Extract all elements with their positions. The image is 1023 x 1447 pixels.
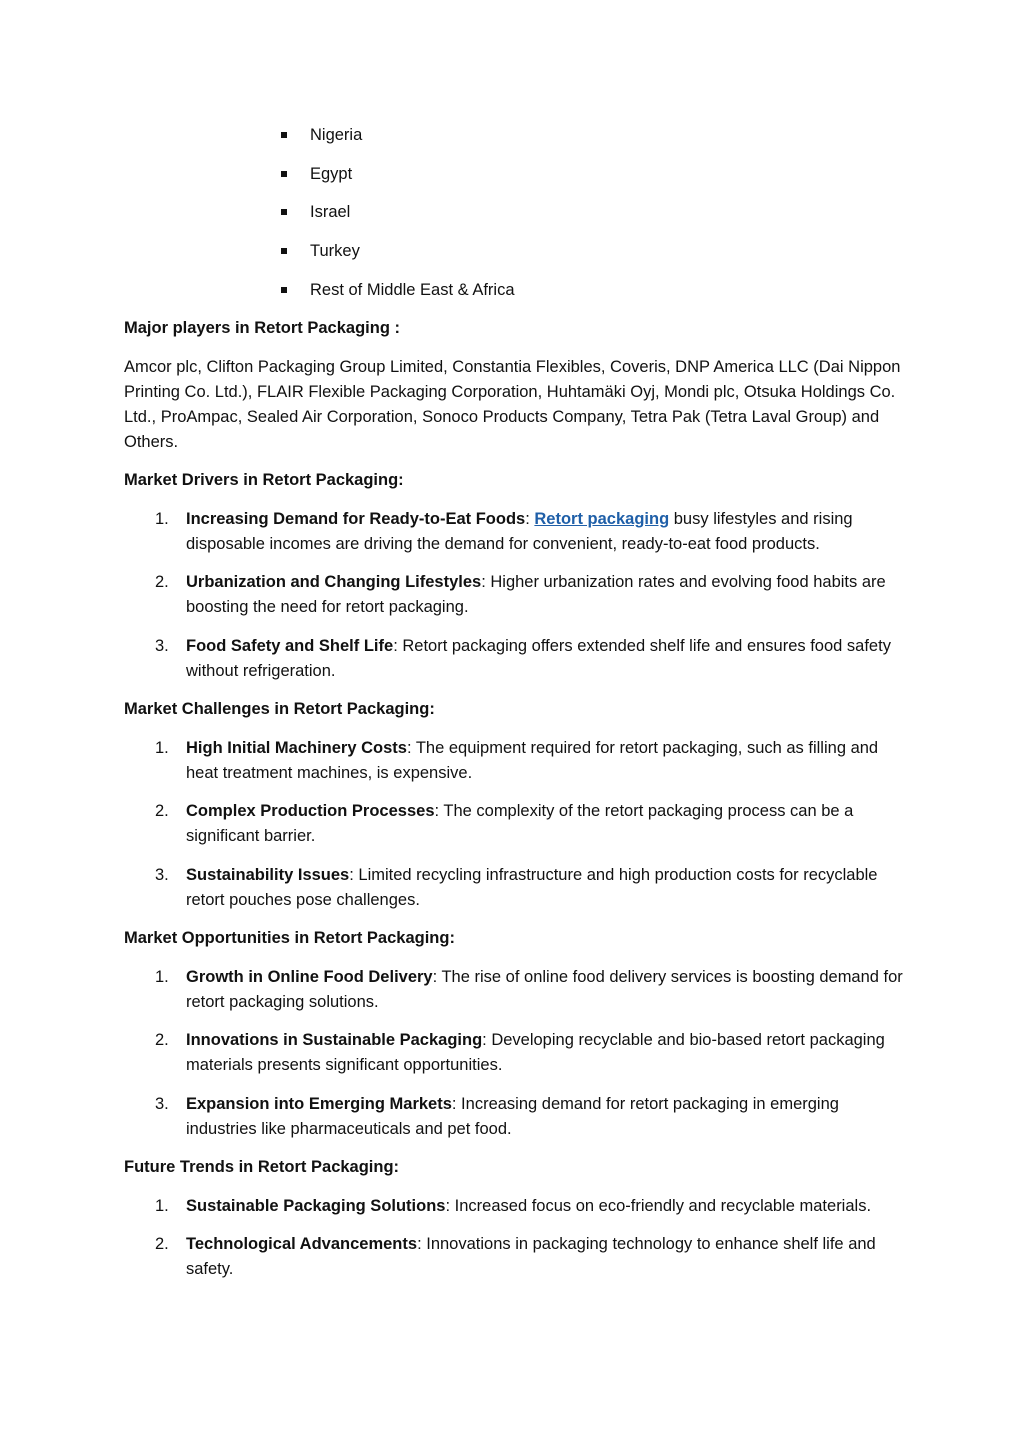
retort-packaging-link[interactable]: Retort packaging <box>534 509 670 528</box>
square-bullet-icon <box>281 248 287 254</box>
major-players-heading: Major players in Retort Packaging : <box>124 319 400 338</box>
item-number: 2. <box>155 1031 169 1050</box>
square-bullet-icon <box>281 209 287 215</box>
drivers-heading: Market Drivers in Retort Packaging: <box>124 471 404 490</box>
list-item <box>280 239 904 264</box>
item-term: Expansion into Emerging Markets <box>186 1094 452 1113</box>
list-item <box>124 1092 904 1142</box>
item-term: Increasing Demand for Ready-to-Eat Foods <box>186 509 526 528</box>
item-separator: : <box>525 509 535 528</box>
item-number: 1. <box>155 1196 169 1215</box>
item-number: 3. <box>155 1094 169 1113</box>
list-item <box>124 1194 904 1219</box>
list-item <box>280 200 904 225</box>
item-description: : Increasing demand for retort packaging in emerging industries like pharmaceuticals and pet food. <box>186 1094 839 1138</box>
item-term: Food Safety and Shelf Life <box>186 636 394 655</box>
item-description: : Limited recycling infrastructure and high production costs for recyclable retort pouches pose challenges. <box>186 865 878 909</box>
item-description: : The complexity of the retort packaging process can be a significant barrier. <box>186 802 854 846</box>
list-item <box>124 507 904 557</box>
item-description: : Retort packaging offers extended shelf life and ensures food safety without refrigeration. <box>186 636 891 680</box>
item-number: 2. <box>155 1235 169 1254</box>
list-item <box>124 965 904 1015</box>
item-description: : The rise of online food delivery services is boosting demand for retort packaging solutions. <box>186 967 903 1011</box>
item-description: : Innovations in packaging technology to enhance shelf life and safety. <box>186 1235 876 1279</box>
item-term: Complex Production Processes <box>186 802 435 821</box>
country-name: Israel <box>310 203 351 222</box>
item-number: 3. <box>155 865 169 884</box>
country-name: Rest of Middle East & Africa <box>310 280 515 299</box>
item-term: High Initial Machinery Costs <box>186 738 407 757</box>
opportunities-heading: Market Opportunities in Retort Packaging: <box>124 929 455 948</box>
item-term: Sustainability Issues <box>186 865 350 884</box>
square-bullet-icon <box>281 171 287 177</box>
item-term: Sustainable Packaging Solutions <box>186 1196 446 1215</box>
list-item <box>124 1232 904 1282</box>
item-number: 2. <box>155 802 169 821</box>
major-players-text: Amcor plc, Clifton Packaging Group Limited, Constantia Flexibles, Coveris, DNP America LLC (Dai Nippon Printing Co. Ltd.), FLAIR Flexible Packaging Corporation, Huhtamäki Oyj, Mondi plc, Otsuka Holdings Co. Ltd., ProAmpac, Sealed Air Corporation, Sonoco Products Company, Tetra Pak (Tetra Laval Group) and Others. <box>124 357 901 451</box>
item-description: : Higher urbanization rates and evolving food habits are boosting the need for retort packaging. <box>186 573 886 617</box>
item-number: 1. <box>155 967 169 986</box>
item-term: Innovations in Sustainable Packaging <box>186 1031 483 1050</box>
square-bullet-icon <box>281 132 287 138</box>
trends-list <box>124 1194 904 1283</box>
item-number: 3. <box>155 636 169 655</box>
opportunities-list <box>124 965 904 1142</box>
item-description: : The equipment required for retort packaging, such as filling and heat treatment machines, is expensive. <box>186 738 879 782</box>
list-item <box>280 123 904 148</box>
country-name: Egypt <box>310 164 353 183</box>
item-number: 1. <box>155 738 169 757</box>
list-item <box>124 634 904 684</box>
drivers-list <box>124 507 904 684</box>
list-item <box>124 863 904 913</box>
list-item <box>280 278 904 303</box>
trends-heading: Future Trends in Retort Packaging: <box>124 1158 400 1177</box>
item-description: : Developing recyclable and bio-based retort packaging materials presents significant opportunities. <box>186 1031 885 1075</box>
country-list <box>124 123 904 303</box>
square-bullet-icon <box>281 287 287 293</box>
item-number: 1. <box>155 509 169 528</box>
item-term: Urbanization and Changing Lifestyles <box>186 573 482 592</box>
list-item <box>124 570 904 620</box>
challenges-heading: Market Challenges in Retort Packaging: <box>124 700 435 719</box>
country-name: Turkey <box>310 242 360 261</box>
list-item <box>280 162 904 187</box>
list-item <box>124 1028 904 1078</box>
item-term: Technological Advancements <box>186 1235 418 1254</box>
list-item <box>124 736 904 786</box>
document-content <box>124 123 904 1296</box>
item-term: Growth in Online Food Delivery <box>186 967 433 986</box>
item-description: busy lifestyles and rising disposable incomes are driving the demand for convenient, ready-to-eat food products. <box>186 509 853 553</box>
challenges-list <box>124 736 904 913</box>
item-number: 2. <box>155 573 169 592</box>
list-item <box>124 799 904 849</box>
country-name: Nigeria <box>310 126 363 144</box>
item-description: : Increased focus on eco-friendly and recyclable materials. <box>445 1196 872 1215</box>
